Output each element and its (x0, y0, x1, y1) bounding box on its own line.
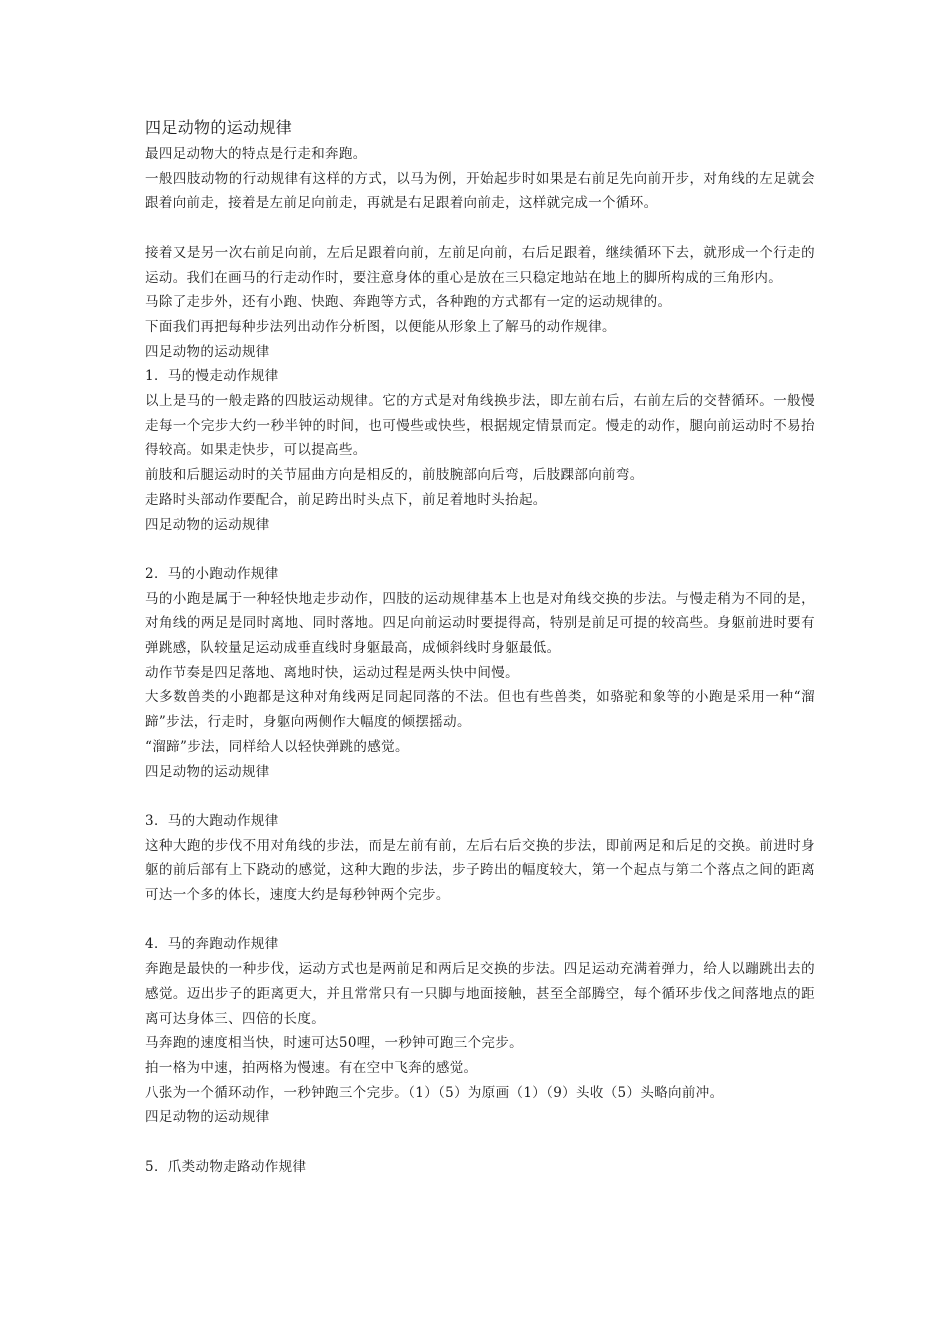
paragraph: 走路时头部动作要配合，前足跨出时头点下，前足着地时头抬起。 (145, 491, 547, 508)
paragraph: 最四足动物大的特点是行走和奔跑。 (145, 146, 367, 162)
paragraph: 前肢和后腿运动时的关节屈曲方向是相反的，前肢腕部向后弯，后肢踝部向前弯。 (145, 467, 644, 484)
document-page (145, 114, 815, 1179)
paragraph: 4．马的奔跑动作规律 (145, 936, 279, 953)
paragraph: 四足动物的运动规律 (145, 343, 270, 360)
paragraph: 大多数兽类的小跑都是这种对角线两足同起同落的不法。但也有些兽类，如骆驼和象等的小跑是采用一种“溜蹄”步法，行走时，身躯向两侧作大幅度的倾摆摇动。 (145, 689, 815, 731)
blank-line (145, 908, 815, 933)
blank-line (145, 1130, 815, 1155)
paragraph: 四足动物的运动规律 (145, 763, 270, 780)
paragraph: 2．马的小跑动作规律 (145, 565, 279, 582)
paragraph: 马的小跑是属于一种轻快地走步动作，四肢的运动规律基本上也是对角线交换的步法。与慢走稍为不同的是，对角线的两足是同时离地、同时落地。四足向前运动时要提得高，特别是前足可提的较高些。身躯前进时要有弹跳感，队较量足运动成垂直线时身躯最高，成倾斜线时身躯最低。 (145, 590, 815, 657)
paragraph: 四足动物的运动规律 (145, 516, 270, 533)
document-title: 四足动物的运动规律 (145, 118, 293, 137)
paragraph: 拍一格为中速，拍两格为慢速。有在空中飞奔的感觉。 (145, 1059, 478, 1076)
blank-line (145, 537, 815, 562)
paragraph: 这种大跑的步伐不用对角线的步法，而是左前有前，左后右后交换的步法，即前两足和后足的交换。前进时身躯的前后部有上下跷动的感觉，这种大跑的步法，步子跨出的幅度较大，第一个起点与第二个落点之间的距离可达一个多的体长，速度大约是每秒钟两个完步。 (145, 837, 815, 904)
paragraph: 下面我们再把每种步法列出动作分析图，以便能从形象上了解马的动作规律。 (145, 318, 616, 335)
paragraph: 八张为一个循环动作，一秒钟跑三个完步。（1）（5）为原画（1）（9）头收（5）头略向前冲。 (145, 1084, 724, 1101)
paragraph: 马奔跑的速度相当快，时速可达50哩，一秒钟可跑三个完步。 (145, 1035, 523, 1052)
paragraph: 接着又是另一次右前足向前，左后足跟着向前，左前足向前，右后足跟着，继续循环下去，就形成一个行走的运动。我们在画马的行走动作时，要注意身体的重心是放在三只稳定地站在地上的脚所构成的三角形内。 (145, 244, 815, 286)
paragraph: 3．马的大跑动作规律 (145, 812, 279, 829)
paragraph: 动作节奏是四足落地、离地时快，运动过程是两头快中间慢。 (145, 664, 519, 681)
paragraph: 奔跑是最快的一种步伐，运动方式也是两前足和两后足交换的步法。四足运动充满着弹力，给人以蹦跳出去的感觉。迈出步子的距离更大，并且常常只有一只脚与地面接触，甚至全部腾空，每个循环步伐之间落地点的距离可达身体三、四倍的长度。 (145, 961, 815, 1027)
blank-line (145, 216, 815, 241)
document-body (145, 142, 815, 1179)
blank-line (145, 784, 815, 809)
paragraph: 以上是马的一般走路的四肢运动规律。它的方式是对角线换步法，即左前右后，右前左后的交替循环。一般慢走每一个完步大约一秒半钟的时间，也可慢些或快些，根据规定情景而定。慢走的动作，腿向前运动时不易抬得较高。如果走快步，可以提高些。 (145, 393, 815, 459)
paragraph: 5．爪类动物走路动作规律 (145, 1158, 307, 1175)
paragraph: “溜蹄”步法，同样给人以轻快弹跳的感觉。 (145, 738, 409, 755)
paragraph: 四足动物的运动规律 (145, 1109, 270, 1126)
paragraph: 一般四肢动物的行动规律有这样的方式，以马为例，开始起步时如果是右前足先向前开步，对角线的左足就会跟着向前走，接着是左前足向前走，再就是右足跟着向前走，这样就完成一个循环。 (145, 170, 815, 212)
paragraph: 1．马的慢走动作规律 (145, 368, 279, 385)
paragraph: 马除了走步外，还有小跑、快跑、奔跑等方式，各种跑的方式都有一定的运动规律的。 (145, 294, 672, 311)
